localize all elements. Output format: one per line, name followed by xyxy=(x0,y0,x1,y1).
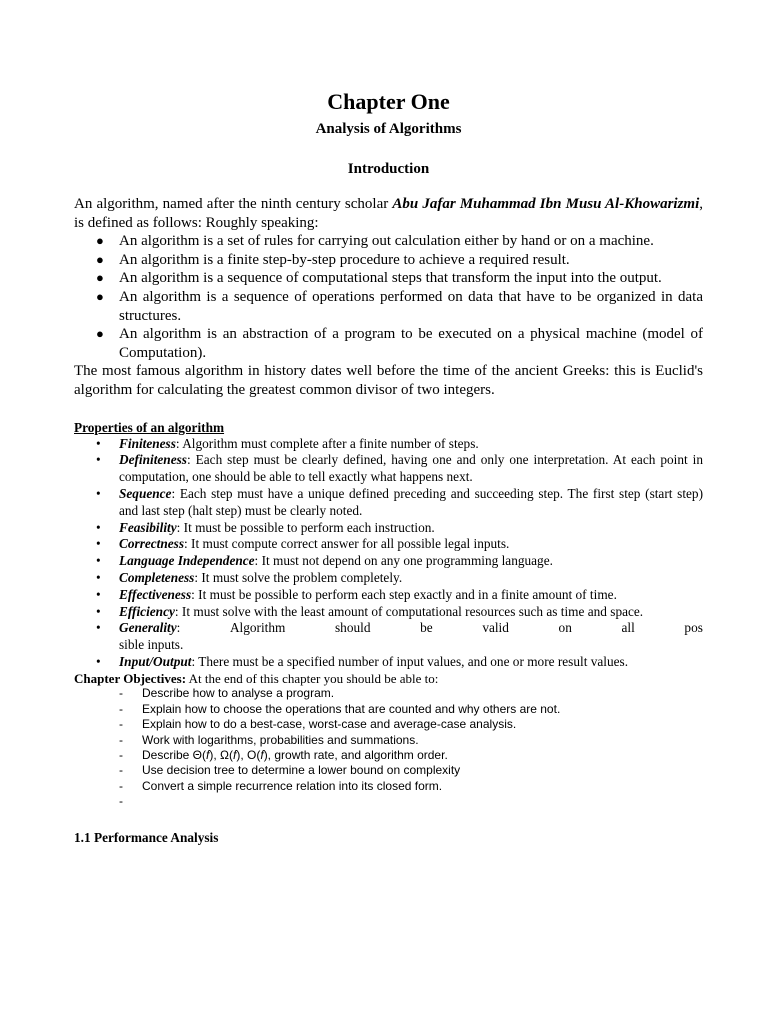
chapter-objectives-intro: Chapter Objectives: At the end of this chapter you should be able to: xyxy=(74,670,439,686)
chapter-title: Chapter One xyxy=(327,89,450,114)
objective-item: - Explain how to do a best-case, worst-case and average-case analysis. xyxy=(119,717,517,732)
section-heading-introduction: Introduction xyxy=(347,161,430,177)
objective-item: - Work with logarithms, probabilities and summations. xyxy=(119,732,419,747)
list-item: ● An algorithm is a sequence of operations performed on data that have to be organized in data structures. xyxy=(96,288,703,324)
bullet-icon: ● xyxy=(96,270,104,286)
introduction-section xyxy=(74,195,703,400)
performance-analysis-heading: 1.1 Performance Analysis xyxy=(74,829,219,845)
property-item: • Input/Output: There must be a specified number of input values, and one or more result values. xyxy=(96,653,629,669)
bullet-icon: • xyxy=(96,519,101,535)
property-item-generality: • Generality: Algorithm should be valid on all pos sible inputs. xyxy=(96,620,703,653)
intro-paragraph: An algorithm, named after the ninth century scholar Abu Jafar Muhammad Ibn Musu Al-Khowarizmi, is defined as follows: Roughly speaking: xyxy=(74,196,703,231)
bullet-icon: ● xyxy=(96,288,104,304)
property-item: • Language Independence: It must not depend on any one programming language. xyxy=(96,553,553,569)
objectives-list xyxy=(74,686,703,809)
property-item: • Efficiency: It must solve with the least amount of computational resources such as time and space. xyxy=(96,603,644,619)
chapter-subtitle: Analysis of Algorithms xyxy=(315,121,462,137)
bullet-icon: • xyxy=(96,452,101,468)
objective-item-empty: - xyxy=(119,794,123,809)
scholar-name: Abu Jafar Muhammad Ibn Musu Al-Khowarizmi xyxy=(392,196,700,212)
list-item: ● An algorithm is a finite step-by-step procedure to achieve a required result. xyxy=(96,251,570,268)
objective-item: - Convert a simple recurrence relation into its closed form. xyxy=(119,778,443,793)
bullet-icon: ● xyxy=(96,326,104,342)
objective-item: - Describe how to analyse a program. xyxy=(119,686,335,701)
objective-item-notation: - Describe Θ(f), Ω(f), O(f), growth rate, and algorithm order. xyxy=(119,747,448,762)
bullet-icon: ● xyxy=(96,233,104,249)
property-item: • Completeness: It must solve the problem completely. xyxy=(96,569,403,585)
bullet-icon: ● xyxy=(96,251,104,267)
document-page xyxy=(74,88,703,846)
bullet-icon: • xyxy=(96,653,101,669)
bullet-icon: • xyxy=(96,569,101,585)
bullet-icon: • xyxy=(96,620,101,636)
property-item: • Sequence: Each step must have a unique defined preceding and succeeding step. The first step (start step) and last step (halt step) must be clearly noted. xyxy=(96,485,703,518)
list-item: ● An algorithm is an abstraction of a program to be executed on a physical machine (model of Computation). xyxy=(96,326,703,361)
list-item: ● An algorithm is a sequence of computational steps that transform the input into the output. xyxy=(96,270,662,287)
definition-list xyxy=(74,232,703,362)
bullet-icon: • xyxy=(96,435,101,451)
properties-list xyxy=(74,436,703,671)
property-item: • Finiteness: Algorithm must complete after a finite number of steps. xyxy=(96,435,479,451)
properties-heading: Properties of an algorithm xyxy=(74,419,225,435)
objective-item: - Explain how to choose the operations that are counted and why others are not. xyxy=(119,701,561,716)
bullet-icon: • xyxy=(96,603,101,619)
property-item: • Effectiveness: It must be possible to perform each step exactly and in a finite amount of time. xyxy=(96,586,617,602)
bullet-icon: • xyxy=(96,485,101,501)
property-item: • Definiteness: Each step must be clearly defined, having one and only one interpretation. At each point in computation, one should be able to tell exactly what happens next. xyxy=(96,452,703,485)
bullet-icon: • xyxy=(96,536,101,552)
closing-paragraph: The most famous algorithm in history dates well before the time of the ancient Greeks: this is Euclid's algorithm for calculating the greatest common divisor of two integers. xyxy=(74,363,703,398)
list-item: ● An algorithm is a set of rules for carrying out calculation either by hand or on a machine. xyxy=(96,233,654,250)
bullet-icon: • xyxy=(96,586,101,602)
bullet-icon: • xyxy=(96,553,101,569)
objective-item: - Use decision tree to determine a lower bound on complexity xyxy=(119,763,461,778)
property-item: • Correctness: It must compute correct answer for all possible legal inputs. xyxy=(96,536,510,552)
property-item: • Feasibility: It must be possible to perform each instruction. xyxy=(96,519,435,535)
